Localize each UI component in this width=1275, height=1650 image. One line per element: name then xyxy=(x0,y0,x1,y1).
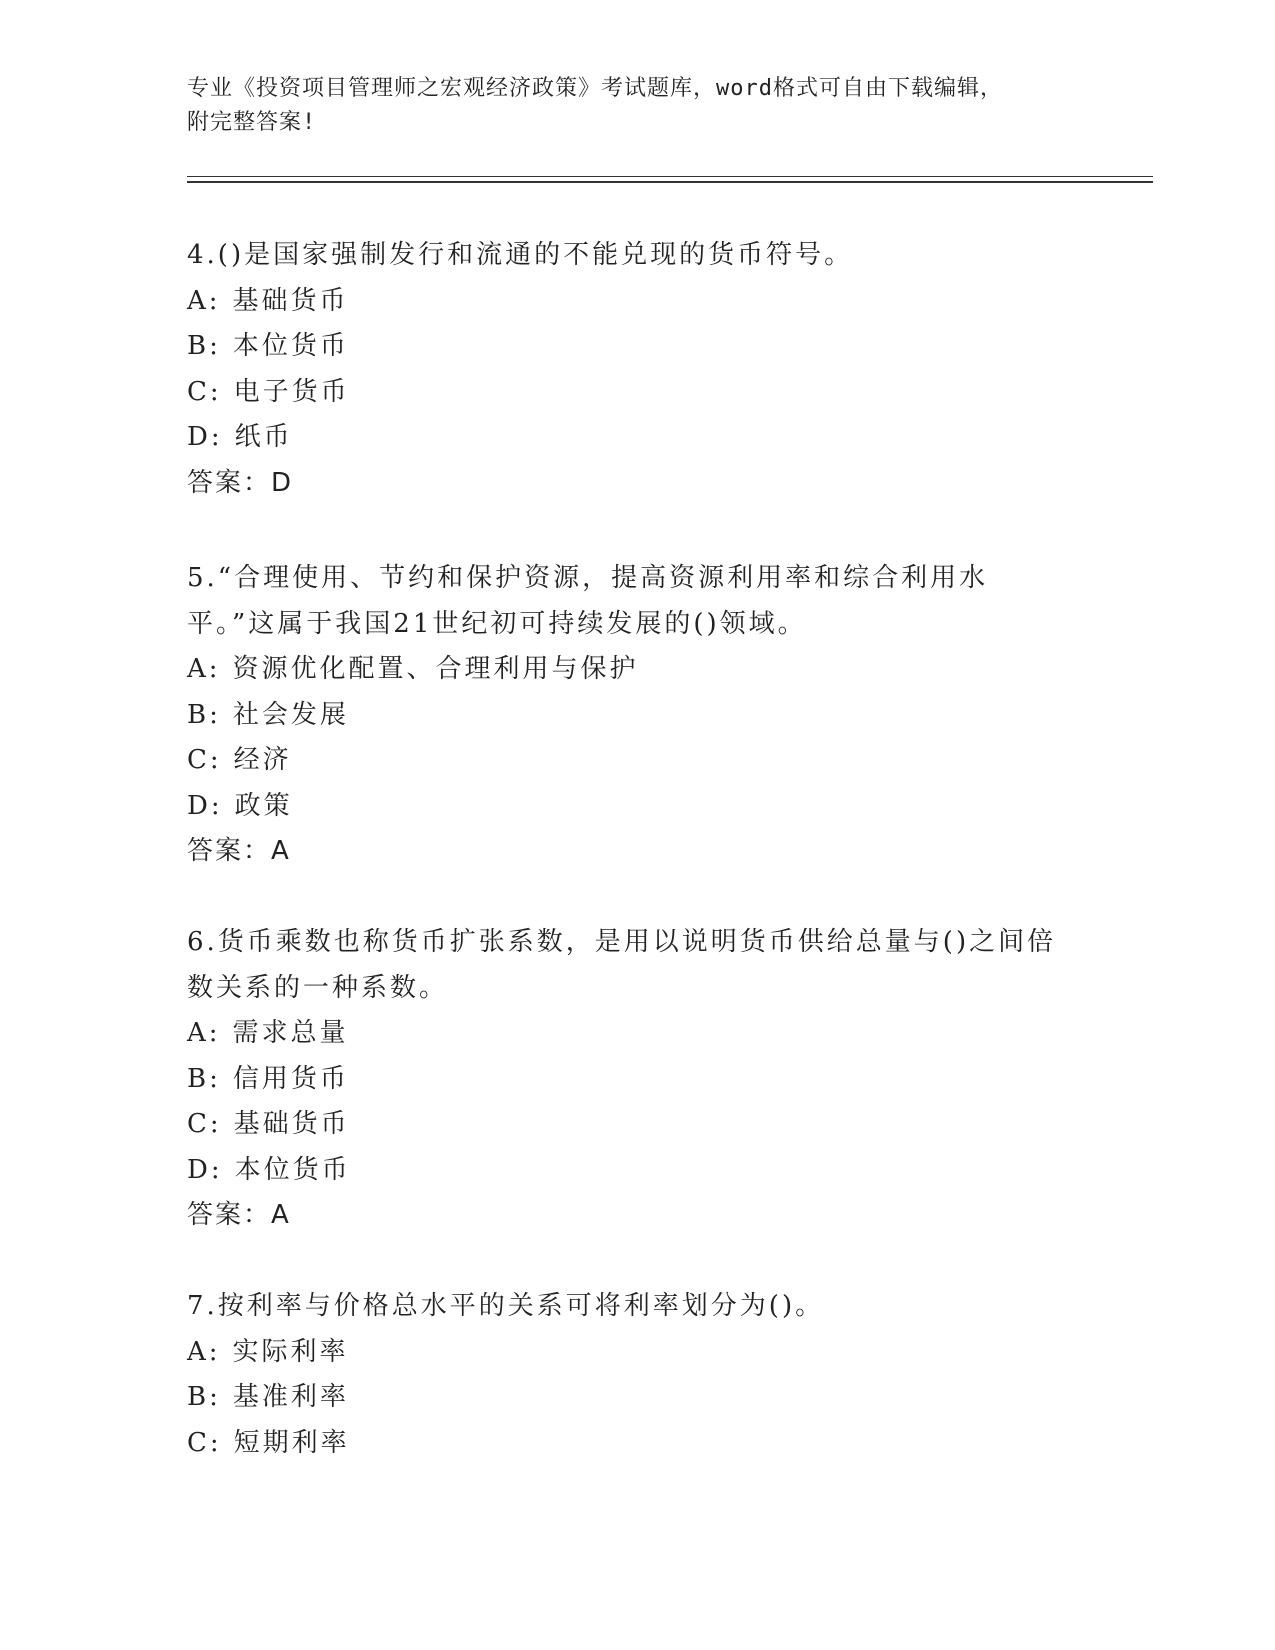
option-key: A: xyxy=(187,1336,221,1367)
option-text: 需求总量 xyxy=(232,1018,349,1048)
option-key: A: xyxy=(187,285,221,316)
option-key: C: xyxy=(187,1427,222,1458)
option-text: 基础货币 xyxy=(233,1109,350,1139)
option-c xyxy=(187,738,1067,784)
option-text: 基础货币 xyxy=(232,285,349,316)
question-stem: 5.“合理使用、节约和保护资源，提高资源利用率和综合利用水平。”这属于我国21世纪初可持续发展的()领域。 xyxy=(187,563,989,639)
option-a xyxy=(187,1011,1067,1057)
option-key: C: xyxy=(187,376,222,407)
option-key: D: xyxy=(187,790,223,821)
option-key: B: xyxy=(187,699,221,730)
option-text: 本位货币 xyxy=(232,331,349,361)
document-header xyxy=(187,72,1067,140)
option-key: B: xyxy=(187,1382,221,1412)
option-text: 信用货币 xyxy=(232,1063,349,1094)
option-text: 经济 xyxy=(233,745,292,775)
option-key: A: xyxy=(187,654,221,684)
option-text: 纸币 xyxy=(234,422,293,452)
option-key: B: xyxy=(187,331,221,361)
question-5 xyxy=(187,556,1067,875)
question-stem: 4.()是国家强制发行和流通的不能兑现的货币符号。 xyxy=(187,240,854,270)
option-text: 政策 xyxy=(234,790,293,821)
option-a xyxy=(187,1330,1067,1376)
option-key: B: xyxy=(187,1063,221,1094)
option-a xyxy=(187,647,1067,693)
option-key: A: xyxy=(187,1018,221,1048)
option-key: D: xyxy=(187,1154,223,1185)
answer-line: 答案：A xyxy=(187,1200,291,1230)
option-b xyxy=(187,1375,1067,1421)
option-text: 短期利率 xyxy=(233,1427,350,1458)
option-d xyxy=(187,784,1067,830)
option-a xyxy=(187,279,1067,325)
option-c xyxy=(187,370,1067,416)
option-c xyxy=(187,1421,1067,1467)
answer-line: 答案：A xyxy=(187,836,291,866)
header-line-1: 专业《投资项目管理师之宏观经济政策》考试题库，word格式可自由下载编辑， xyxy=(187,76,1003,101)
question-stem: 7.按利率与价格总水平的关系可将利率划分为()。 xyxy=(187,1291,825,1321)
option-text: 基准利率 xyxy=(232,1382,349,1412)
option-d xyxy=(187,415,1067,461)
question-4 xyxy=(187,233,1067,506)
option-b xyxy=(187,324,1067,370)
option-key: C: xyxy=(187,745,222,775)
option-b xyxy=(187,1057,1067,1103)
option-text: 电子货币 xyxy=(233,376,350,407)
question-7 xyxy=(187,1284,1067,1466)
answer-line: 答案：D xyxy=(187,467,294,498)
option-key: D: xyxy=(187,422,223,452)
question-stem: 6.货币乘数也称货币扩张系数，是用以说明货币供给总量与()之间倍数关系的一种系数。 xyxy=(187,927,1057,1003)
option-text: 资源优化配置、合理利用与保护 xyxy=(232,654,639,684)
option-key: C: xyxy=(187,1109,222,1139)
option-d xyxy=(187,1148,1067,1194)
question-6 xyxy=(187,920,1067,1239)
option-c xyxy=(187,1102,1067,1148)
option-text: 本位货币 xyxy=(234,1154,351,1185)
option-b xyxy=(187,693,1067,739)
option-text: 社会发展 xyxy=(232,699,349,730)
header-divider-thick xyxy=(187,181,1153,183)
option-text: 实际利率 xyxy=(232,1336,349,1367)
header-line-2: 附完整答案! xyxy=(187,110,317,135)
header-divider-thin xyxy=(187,176,1153,177)
